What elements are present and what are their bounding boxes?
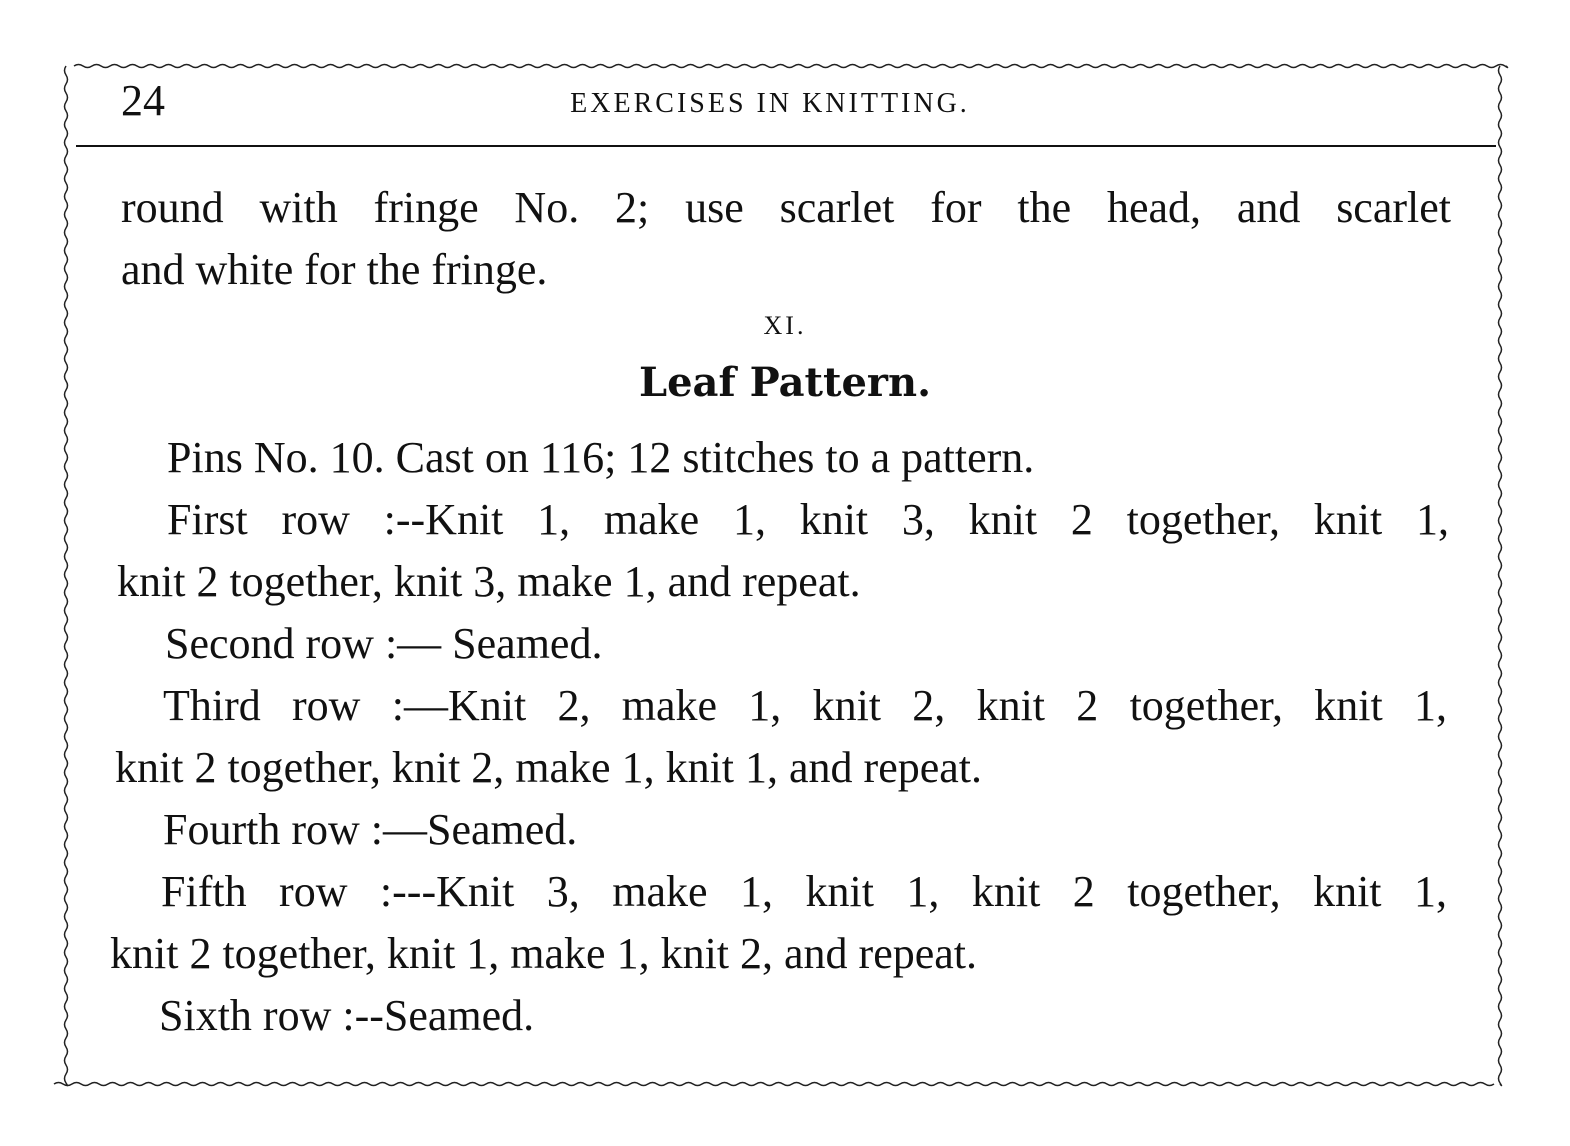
section-number: XI. xyxy=(763,311,807,340)
fourth-row-line: Fourth row :—Seamed. xyxy=(163,805,578,854)
fifth-row-line-2: knit 2 together, knit 1, make 1, knit 2, and repeat. xyxy=(110,929,978,978)
running-title: EXERCISES IN KNITTING. xyxy=(570,88,970,119)
header-rule xyxy=(76,145,1496,147)
second-row-line: Second row :— Seamed. xyxy=(165,619,603,668)
third-row-line-2: knit 2 together, knit 2, make 1, knit 1, and repeat. xyxy=(115,743,983,792)
first-row-line-1: First row :--Knit 1, make 1, knit 3, knit 2 together, knit 1, xyxy=(167,495,1449,544)
section-title: Leaf Pattern. xyxy=(638,359,932,406)
fifth-row-line-1: Fifth row :---Knit 3, make 1, knit 1, knit 2 together, knit 1, xyxy=(161,867,1447,916)
first-row-line-2: knit 2 together, knit 3, make 1, and repeat. xyxy=(117,557,861,606)
page-number: 24 xyxy=(121,76,165,125)
third-row-line-1: Third row :—Knit 2, make 1, knit 2, knit 2 together, knit 1, xyxy=(163,681,1447,730)
intro-line-1: round with fringe No. 2; use scarlet for the head, and scarlet xyxy=(121,183,1451,232)
intro-line-2: and white for the fringe. xyxy=(121,245,548,294)
pins-line: Pins No. 10. Cast on 116; 12 stitches to a pattern. xyxy=(167,433,1035,482)
sixth-row-line: Sixth row :--Seamed. xyxy=(159,991,535,1040)
